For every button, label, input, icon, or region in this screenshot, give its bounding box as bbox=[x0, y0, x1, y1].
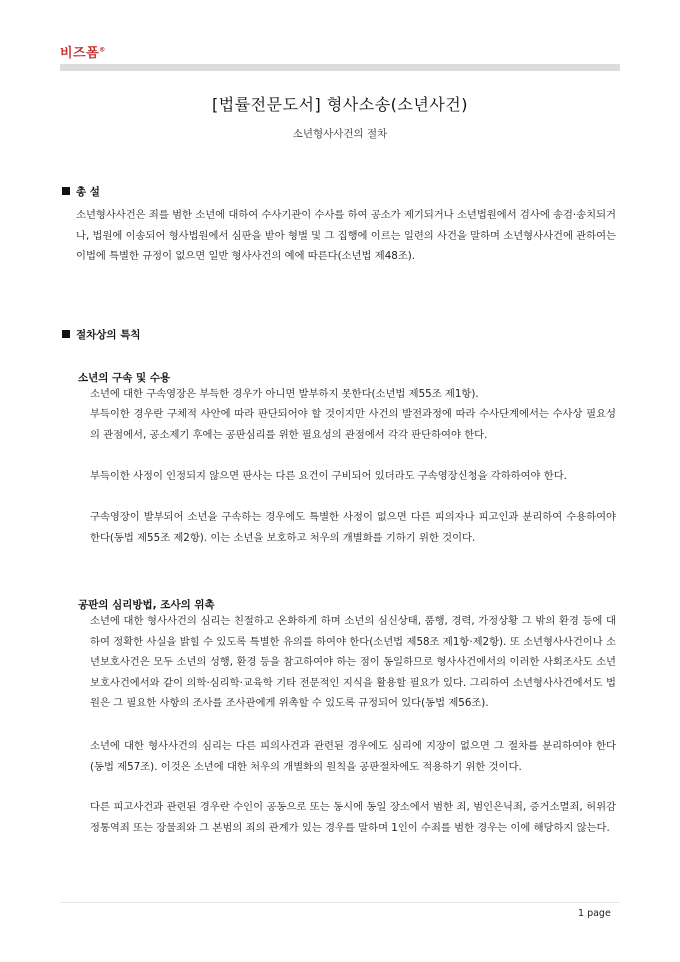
square-bullet-icon bbox=[62, 330, 70, 338]
section-heading-text: 총 설 bbox=[76, 186, 100, 198]
overview-paragraph: 소년형사사건은 죄를 범한 소년에 대하여 수사기관이 수사를 하여 공소가 제기되거나 소년법원에서 검사에 송검·송치되거나, 법원에 이송되어 형사법원에서 심판을 받아 형벌 및 그 집행에 이르는 일련의 사건을 말하며 소년형사사건에 관하여는 이법에 특별한 규정이 없으면 일반 형사사건의 예에 따른다(소년법 제48조). bbox=[76, 209, 616, 262]
document-subtitle: 소년형사사건의 절차 bbox=[292, 128, 388, 140]
detention-paragraph-1: 소년에 대한 구속영장은 부득한 경우가 아니면 발부하지 못한다(소년법 제55조 제1항). bbox=[90, 388, 479, 400]
subsection-heading-detention: 소년의 구속 및 수용 bbox=[78, 372, 171, 384]
section-heading-overview bbox=[62, 184, 100, 199]
footer-divider bbox=[60, 902, 620, 903]
trial-paragraph-3: 다른 피고사건과 관련된 경우란 수인이 공동으로 또는 동시에 동일 장소에서 범한 죄, 범인은닉죄, 증거소멸죄, 허위감정통역죄 또는 장물죄와 그 본범의 죄의 관계가 있는 경우를 말하며 1인이 수죄를 범한 경우는 이에 해당하지 않는다. bbox=[90, 801, 616, 834]
bizforms-logo bbox=[60, 42, 106, 61]
trial-paragraph-2: 소년에 대한 형사사건의 심리는 다른 피의사건과 관련된 경우에도 심리에 지장이 없으면 그 절차를 분리하여야 한다(동법 제57조). 이것은 소년에 대한 처우의 개별화의 원칙을 공판절차에도 적용하기 위한 것이다. bbox=[90, 740, 616, 773]
square-bullet-icon bbox=[62, 187, 70, 195]
trial-paragraph-1: 소년에 대한 형사사건의 심리는 친절하고 온화하게 하며 소년의 심신상태, 품행, 경력, 가정상황 그 밖의 환경 등에 대하여 정확한 사실을 밝힐 수 있도록 특별한 유의를 하여야 한다(소년법 제58조 제1항·제2항). 또 소년형사사건이나 소년보호사건은 모두 소년의 성행, 환경 등을 참고하여야 하는 점이 동일하므로 형사사건에서의 이러한 사회조사도 소년보호사건에서와 같이 의학·심리학·교육학 기타 전문적인 지식을 활용할 필요가 있다. 그리하여 소년형사사건에서도 법원은 그 필요한 사항의 조사를 조사관에게 위촉할 수 있도록 규정되어 있다(동법 제56조). bbox=[90, 615, 616, 709]
page-number: 1 page bbox=[578, 908, 611, 919]
subsection-heading-trial: 공판의 심리방법, 조사의 위촉 bbox=[78, 599, 215, 611]
detention-paragraph-2: 부득이한 경우란 구체적 사안에 따라 판단되어야 할 것이지만 사건의 발전과정에 따라 수사단계에서는 수사상 필요성의 관점에서, 공소제기 후에는 공판심리를 위한 필요성의 관점에서 각각 판단하여야 한다. bbox=[90, 408, 616, 441]
document-title: [법률전문도서] 형사소송(소년사건) bbox=[212, 95, 468, 114]
logo-text: 비즈폼 bbox=[60, 46, 100, 61]
detention-paragraph-4: 구속영장이 발부되어 소년을 구속하는 경우에도 특별한 사정이 없으면 다른 피의자나 피고인과 분리하여 수용하여야 한다(동법 제55조 제2항). 이는 소년을 보호하고 처우의 개별화를 기하기 위한 것이다. bbox=[90, 511, 616, 544]
detention-paragraph-3: 부득이한 사정이 인정되지 않으면 판사는 다른 요건이 구비되어 있더라도 구속영장신청을 각하하여야 한다. bbox=[90, 470, 567, 482]
header-divider-bar bbox=[60, 64, 620, 71]
section-heading-text: 절차상의 특칙 bbox=[76, 329, 141, 341]
section-heading-procedure bbox=[62, 327, 141, 342]
registered-mark: ® bbox=[99, 46, 106, 54]
